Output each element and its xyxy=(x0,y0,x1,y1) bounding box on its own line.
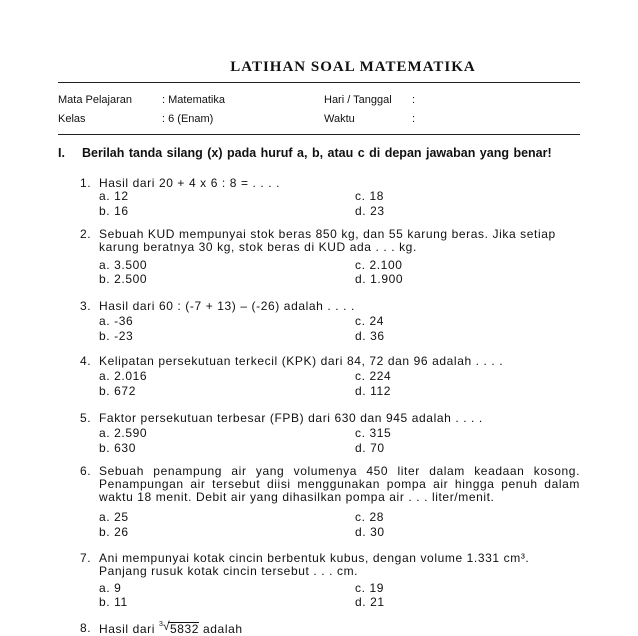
option-d: d. 21 xyxy=(355,595,385,609)
question-number: 4. xyxy=(80,354,92,368)
option-d: d. 36 xyxy=(355,329,385,343)
question-text: Hasil dari 60 : (-7 + 13) – (-26) adalah . . . . xyxy=(99,299,355,313)
question-number: 7. xyxy=(80,551,92,565)
subject-value: : Matematika xyxy=(162,94,225,106)
option-b: b. 672 xyxy=(99,384,136,398)
root-index: 3 xyxy=(158,621,164,628)
option-d: d. 1.900 xyxy=(355,272,404,286)
option-b: b. 11 xyxy=(99,595,128,609)
question-text xyxy=(99,619,580,636)
cube-root-expression xyxy=(158,619,200,636)
option-a: a. 3.500 xyxy=(99,258,148,272)
option-d: d. 70 xyxy=(355,441,385,455)
radical-sign-icon: √ xyxy=(162,619,171,633)
title-divider xyxy=(58,82,580,83)
option-d: d. 30 xyxy=(355,525,385,539)
question-text: Faktor persekutuan terbesar (FPB) dari 630 dan 945 adalah . . . . xyxy=(99,411,483,425)
question-3 xyxy=(80,300,580,313)
page-title: LATIHAN SOAL MATEMATIKA xyxy=(230,59,476,75)
question-8 xyxy=(80,619,580,636)
option-a: a. 2.590 xyxy=(99,426,148,440)
option-c: c. 19 xyxy=(355,581,385,595)
question-number: 3. xyxy=(80,299,92,313)
option-a: a. 9 xyxy=(99,581,122,595)
option-b: b. 16 xyxy=(99,204,129,218)
option-b: b. 26 xyxy=(99,525,129,539)
section-instruction: Berilah tanda silang (x) pada huruf a, b, atau c di depan jawaban yang benar! xyxy=(82,146,552,160)
option-b: b. 630 xyxy=(99,441,136,455)
section-heading xyxy=(58,146,552,160)
option-a: a. 25 xyxy=(99,510,129,524)
question-number: 8. xyxy=(80,621,92,635)
class-value: : 6 (Enam) xyxy=(162,113,214,125)
question-2 xyxy=(80,228,580,254)
question-text: Sebuah KUD mempunyai stok beras 850 kg, dan 55 karung beras. Jika setiap karung beratnya 30 kg, stok beras di KUD ada . . . kg. xyxy=(99,227,556,254)
option-d: d. 112 xyxy=(355,384,392,398)
q8-prefix: Hasil dari xyxy=(99,622,156,636)
question-number: 5. xyxy=(80,411,92,425)
subject-label: Mata Pelajaran xyxy=(58,94,132,106)
option-c: c. 315 xyxy=(355,426,392,440)
question-number: 1. xyxy=(80,176,92,190)
class-label: Kelas xyxy=(58,113,86,125)
question-text: Ani mempunyai kotak cincin berbentuk kubus, dengan volume 1.331 cm³. Panjang rusuk kotak cincin tersebut . . . cm. xyxy=(99,551,530,578)
radicand: 5832 xyxy=(169,622,200,636)
question-text: Hasil dari 20 + 4 x 6 : 8 = . . . . xyxy=(99,176,281,190)
question-number: 2. xyxy=(80,227,92,241)
header-divider xyxy=(58,134,580,135)
option-c: c. 2.100 xyxy=(355,258,403,272)
time-value: : xyxy=(412,113,416,125)
option-b: b. -23 xyxy=(99,329,134,343)
option-c: c. 18 xyxy=(355,189,385,203)
question-1 xyxy=(80,177,580,190)
section-number: I. xyxy=(58,146,65,160)
option-d: d. 23 xyxy=(355,204,385,218)
question-text: Kelipatan persekutuan terkecil (KPK) dari 84, 72 dan 96 adalah . . . . xyxy=(99,354,504,368)
q8-suffix: adalah xyxy=(203,622,243,636)
question-5 xyxy=(80,412,580,425)
question-7 xyxy=(80,552,580,578)
option-c: c. 24 xyxy=(355,314,385,328)
question-4 xyxy=(80,355,580,368)
option-c: c. 28 xyxy=(355,510,385,524)
option-b: b. 2.500 xyxy=(99,272,148,286)
option-c: c. 224 xyxy=(355,369,392,383)
option-a: a. 2.016 xyxy=(99,369,148,383)
question-number: 6. xyxy=(80,464,92,478)
day-value: : xyxy=(412,94,416,106)
question-6 xyxy=(80,465,580,504)
option-a: a. 12 xyxy=(99,189,129,203)
option-a: a. -36 xyxy=(99,314,134,328)
time-label: Waktu xyxy=(324,113,355,125)
question-text: Sebuah penampung air yang volumenya 450 liter dalam keadaan kosong. Penampungan air tersebut diisi menggunakan pompa air hingga penuh dalam waktu 18 menit. Debit air yang dihasilkan pompa air . . . liter/menit. xyxy=(99,464,580,504)
day-label: Hari / Tanggal xyxy=(324,94,392,106)
